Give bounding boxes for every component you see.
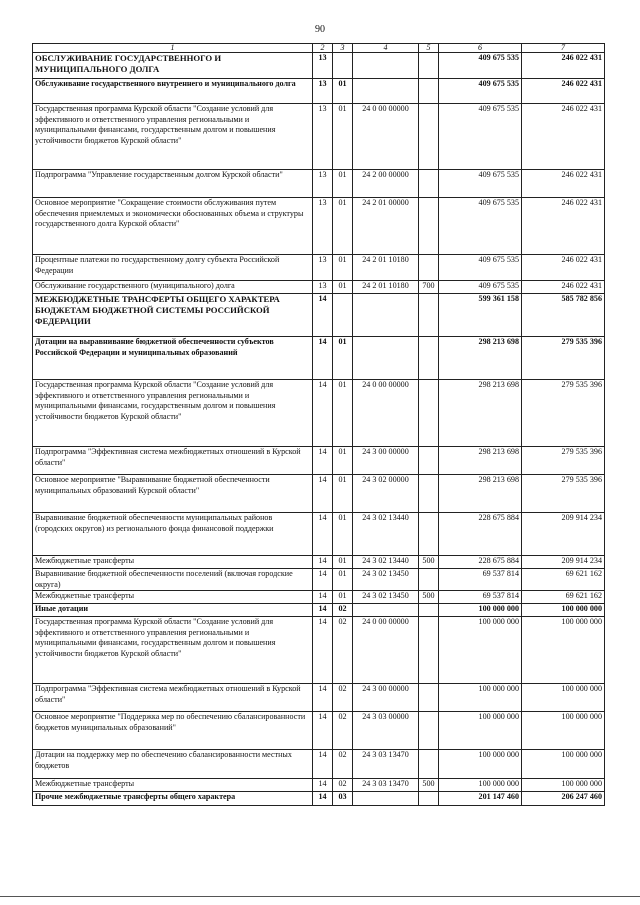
target-article-code-cell <box>353 79 419 104</box>
expense-type-code-cell <box>419 712 439 750</box>
subsection-code-cell: 01 <box>333 380 353 447</box>
column-number: 2 <box>313 44 333 53</box>
subsection-code-cell: 01 <box>333 591 353 604</box>
column-number: 3 <box>333 44 353 53</box>
section-code-cell: 13 <box>313 198 333 255</box>
section-code-cell: 14 <box>313 750 333 779</box>
amount-year-1-cell: 298 213 698 <box>439 447 522 475</box>
column-number: 5 <box>419 44 439 53</box>
section-code-cell: 14 <box>313 513 333 556</box>
target-article-code-cell: 24 3 02 13450 <box>353 569 419 591</box>
amount-year-1-cell: 298 213 698 <box>439 475 522 513</box>
subsection-code-cell: 01 <box>333 569 353 591</box>
target-article-code-cell: 24 0 00 00000 <box>353 617 419 684</box>
amount-year-1-cell: 409 675 535 <box>439 104 522 170</box>
amount-year-1-cell: 100 000 000 <box>439 712 522 750</box>
row-name-cell: ОБСЛУЖИВАНИЕ ГОСУДАРСТВЕННОГО И МУНИЦИПАЛЬНОГО ДОЛГА <box>33 53 313 79</box>
table-row <box>33 750 605 779</box>
table-row <box>33 569 605 591</box>
amount-year-1-cell: 100 000 000 <box>439 779 522 792</box>
section-code-cell: 13 <box>313 255 333 281</box>
row-name-cell: Подпрограмма "Эффективная система межбюджетных отношений в Курской области" <box>33 447 313 475</box>
table-row <box>33 556 605 569</box>
table-row <box>33 447 605 475</box>
table-row <box>33 380 605 447</box>
subsection-code-cell: 01 <box>333 447 353 475</box>
section-code-cell: 13 <box>313 170 333 198</box>
expense-type-code-cell: 500 <box>419 591 439 604</box>
page-number: 90 <box>315 24 325 35</box>
expense-type-code-cell <box>419 104 439 170</box>
expense-type-code-cell <box>419 475 439 513</box>
section-code-cell: 14 <box>313 380 333 447</box>
expense-type-code-cell <box>419 750 439 779</box>
target-article-code-cell <box>353 792 419 806</box>
section-code-cell: 13 <box>313 53 333 79</box>
subsection-code-cell: 01 <box>333 337 353 380</box>
expense-type-code-cell: 500 <box>419 556 439 569</box>
amount-year-1-cell: 69 537 814 <box>439 569 522 591</box>
amount-year-1-cell: 100 000 000 <box>439 750 522 779</box>
target-article-code-cell: 24 2 01 00000 <box>353 198 419 255</box>
target-article-code-cell: 24 2 01 10180 <box>353 255 419 281</box>
target-article-code-cell: 24 3 02 13440 <box>353 556 419 569</box>
target-article-code-cell: 24 3 02 13450 <box>353 591 419 604</box>
amount-year-1-cell: 409 675 535 <box>439 170 522 198</box>
column-number-row <box>33 44 605 53</box>
amount-year-1-cell: 201 147 460 <box>439 792 522 806</box>
table-row <box>33 53 605 79</box>
amount-year-2-cell: 246 022 431 <box>522 198 605 255</box>
subsection-code-cell <box>333 294 353 337</box>
target-article-code-cell <box>353 294 419 337</box>
row-name-cell: Дотации на выравнивание бюджетной обеспеченности субъектов Российской Федерации и муниципальных образований <box>33 337 313 380</box>
section-code-cell: 13 <box>313 104 333 170</box>
row-name-cell: Процентные платежи по государственному долгу субъекта Российской Федерации <box>33 255 313 281</box>
target-article-code-cell: 24 3 03 00000 <box>353 712 419 750</box>
section-code-cell: 14 <box>313 591 333 604</box>
row-name-cell: Дотации на поддержку мер по обеспечению сбалансированности местных бюджетов <box>33 750 313 779</box>
section-code-cell: 14 <box>313 337 333 380</box>
section-code-cell: 14 <box>313 617 333 684</box>
amount-year-2-cell: 246 022 431 <box>522 255 605 281</box>
amount-year-1-cell: 599 361 158 <box>439 294 522 337</box>
target-article-code-cell: 24 3 00 00000 <box>353 684 419 712</box>
subsection-code-cell: 02 <box>333 750 353 779</box>
section-code-cell: 14 <box>313 569 333 591</box>
amount-year-1-cell: 409 675 535 <box>439 198 522 255</box>
amount-year-1-cell: 69 537 814 <box>439 591 522 604</box>
table-row <box>33 513 605 556</box>
target-article-code-cell: 24 3 02 00000 <box>353 475 419 513</box>
subsection-code-cell: 02 <box>333 779 353 792</box>
subsection-code-cell <box>333 53 353 79</box>
subsection-code-cell: 02 <box>333 617 353 684</box>
row-name-cell: Основное мероприятие "Поддержка мер по обеспечению сбалансированности бюджетов муниципальных образований" <box>33 712 313 750</box>
amount-year-1-cell: 409 675 535 <box>439 281 522 294</box>
target-article-code-cell: 24 0 00 00000 <box>353 380 419 447</box>
table-row <box>33 170 605 198</box>
row-name-cell: Основное мероприятие "Выравнивание бюджетной обеспеченности муниципальных образований Курской области" <box>33 475 313 513</box>
expense-type-code-cell: 500 <box>419 779 439 792</box>
row-name-cell: Обслуживание государственного внутреннего и муниципального долга <box>33 79 313 104</box>
amount-year-1-cell: 409 675 535 <box>439 255 522 281</box>
section-code-cell: 14 <box>313 556 333 569</box>
amount-year-1-cell: 409 675 535 <box>439 79 522 104</box>
amount-year-2-cell: 209 914 234 <box>522 513 605 556</box>
column-number: 4 <box>353 44 419 53</box>
subsection-code-cell: 01 <box>333 281 353 294</box>
subsection-code-cell: 01 <box>333 104 353 170</box>
target-article-code-cell: 24 3 00 00000 <box>353 447 419 475</box>
subsection-code-cell: 01 <box>333 556 353 569</box>
target-article-code-cell <box>353 604 419 617</box>
row-name-cell: Межбюджетные трансферты <box>33 591 313 604</box>
expense-type-code-cell <box>419 380 439 447</box>
expense-type-code-cell <box>419 255 439 281</box>
amount-year-2-cell: 100 000 000 <box>522 750 605 779</box>
amount-year-2-cell: 246 022 431 <box>522 53 605 79</box>
amount-year-1-cell: 298 213 698 <box>439 380 522 447</box>
amount-year-2-cell: 279 535 396 <box>522 380 605 447</box>
row-name-cell: Выравнивание бюджетной обеспеченности муниципальных районов (городских округов) из регионального фонда финансовой поддержки <box>33 513 313 556</box>
amount-year-1-cell: 100 000 000 <box>439 617 522 684</box>
subsection-code-cell: 01 <box>333 513 353 556</box>
amount-year-2-cell: 100 000 000 <box>522 779 605 792</box>
target-article-code-cell: 24 0 00 00000 <box>353 104 419 170</box>
amount-year-2-cell: 206 247 460 <box>522 792 605 806</box>
amount-year-2-cell: 246 022 431 <box>522 79 605 104</box>
section-code-cell: 13 <box>313 281 333 294</box>
row-name-cell: Межбюджетные трансферты <box>33 556 313 569</box>
table-row <box>33 617 605 684</box>
section-code-cell: 14 <box>313 712 333 750</box>
amount-year-1-cell: 228 675 884 <box>439 556 522 569</box>
amount-year-2-cell: 100 000 000 <box>522 604 605 617</box>
subsection-code-cell: 01 <box>333 255 353 281</box>
section-code-cell: 13 <box>313 79 333 104</box>
amount-year-1-cell: 409 675 535 <box>439 53 522 79</box>
subsection-code-cell: 01 <box>333 170 353 198</box>
table-row <box>33 779 605 792</box>
row-name-cell: Выравнивание бюджетной обеспеченности поселений (включая городские округа) <box>33 569 313 591</box>
budget-table <box>32 43 605 806</box>
target-article-code-cell: 24 2 00 00000 <box>353 170 419 198</box>
column-number: 1 <box>33 44 313 53</box>
row-name-cell: Государственная программа Курской области "Создание условий для эффективного и ответственного управления региональными и муниципальными финансами, государственным долгом и повышения устойчивости бюджетов Курской области" <box>33 380 313 447</box>
subsection-code-cell: 02 <box>333 604 353 617</box>
expense-type-code-cell: 700 <box>419 281 439 294</box>
expense-type-code-cell <box>419 684 439 712</box>
row-name-cell: Прочие межбюджетные трансферты общего характера <box>33 792 313 806</box>
row-name-cell: Подпрограмма "Управление государственным долгом Курской области" <box>33 170 313 198</box>
target-article-code-cell: 24 3 02 13440 <box>353 513 419 556</box>
column-number: 6 <box>439 44 522 53</box>
table-row <box>33 255 605 281</box>
amount-year-1-cell: 100 000 000 <box>439 604 522 617</box>
amount-year-2-cell: 69 621 162 <box>522 569 605 591</box>
amount-year-2-cell: 100 000 000 <box>522 712 605 750</box>
target-article-code-cell: 24 3 03 13470 <box>353 779 419 792</box>
table-row <box>33 198 605 255</box>
amount-year-2-cell: 209 914 234 <box>522 556 605 569</box>
section-code-cell: 14 <box>313 779 333 792</box>
target-article-code-cell: 24 3 03 13470 <box>353 750 419 779</box>
table-row <box>33 684 605 712</box>
target-article-code-cell: 24 2 01 10180 <box>353 281 419 294</box>
subsection-code-cell: 02 <box>333 684 353 712</box>
amount-year-1-cell: 298 213 698 <box>439 337 522 380</box>
table-row <box>33 792 605 806</box>
table-row <box>33 79 605 104</box>
amount-year-2-cell: 100 000 000 <box>522 684 605 712</box>
expense-type-code-cell <box>419 604 439 617</box>
section-code-cell: 14 <box>313 792 333 806</box>
amount-year-2-cell: 279 535 396 <box>522 337 605 380</box>
expense-type-code-cell <box>419 792 439 806</box>
subsection-code-cell: 01 <box>333 198 353 255</box>
row-name-cell: МЕЖБЮДЖЕТНЫЕ ТРАНСФЕРТЫ ОБЩЕГО ХАРАКТЕРА БЮДЖЕТАМ БЮДЖЕТНОЙ СИСТЕМЫ РОССИЙСКОЙ ФЕДЕРАЦИИ <box>33 294 313 337</box>
table-row <box>33 294 605 337</box>
table-row <box>33 591 605 604</box>
section-code-cell: 14 <box>313 684 333 712</box>
table-row <box>33 712 605 750</box>
amount-year-2-cell: 100 000 000 <box>522 617 605 684</box>
amount-year-2-cell: 246 022 431 <box>522 281 605 294</box>
subsection-code-cell: 01 <box>333 475 353 513</box>
table-row <box>33 104 605 170</box>
expense-type-code-cell <box>419 513 439 556</box>
expense-type-code-cell <box>419 198 439 255</box>
section-code-cell: 14 <box>313 604 333 617</box>
expense-type-code-cell <box>419 53 439 79</box>
expense-type-code-cell <box>419 170 439 198</box>
expense-type-code-cell <box>419 294 439 337</box>
row-name-cell: Иные дотации <box>33 604 313 617</box>
table-row <box>33 604 605 617</box>
expense-type-code-cell <box>419 447 439 475</box>
amount-year-2-cell: 69 621 162 <box>522 591 605 604</box>
target-article-code-cell <box>353 53 419 79</box>
table-row <box>33 475 605 513</box>
expense-type-code-cell <box>419 337 439 380</box>
row-name-cell: Обслуживание государственного (муниципального) долга <box>33 281 313 294</box>
amount-year-1-cell: 228 675 884 <box>439 513 522 556</box>
amount-year-2-cell: 246 022 431 <box>522 104 605 170</box>
subsection-code-cell: 03 <box>333 792 353 806</box>
page-bottom-edge <box>0 896 640 897</box>
section-code-cell: 14 <box>313 294 333 337</box>
expense-type-code-cell <box>419 79 439 104</box>
table-row <box>33 281 605 294</box>
amount-year-1-cell: 100 000 000 <box>439 684 522 712</box>
amount-year-2-cell: 585 782 856 <box>522 294 605 337</box>
section-code-cell: 14 <box>313 447 333 475</box>
row-name-cell: Государственная программа Курской области "Создание условий для эффективного и ответственного управления региональными и муниципальными финансами, государственным долгом и повышения устойчивости бюджетов Курской области" <box>33 104 313 170</box>
section-code-cell: 14 <box>313 475 333 513</box>
expense-type-code-cell <box>419 569 439 591</box>
table-row <box>33 337 605 380</box>
row-name-cell: Государственная программа Курской области "Создание условий для эффективного и ответственного управления региональными и муниципальными финансами, государственным долгом и повышения устойчивости бюджетов Курской области" <box>33 617 313 684</box>
column-number: 7 <box>522 44 605 53</box>
amount-year-2-cell: 279 535 396 <box>522 447 605 475</box>
row-name-cell: Межбюджетные трансферты <box>33 779 313 792</box>
amount-year-2-cell: 279 535 396 <box>522 475 605 513</box>
row-name-cell: Основное мероприятие "Сокращение стоимости обслуживания путем обеспечения приемлемых и экономически обоснованных объема и структуры государственного долга Курской области" <box>33 198 313 255</box>
row-name-cell: Подпрограмма "Эффективная система межбюджетных отношений в Курской области" <box>33 684 313 712</box>
target-article-code-cell <box>353 337 419 380</box>
expense-type-code-cell <box>419 617 439 684</box>
amount-year-2-cell: 246 022 431 <box>522 170 605 198</box>
subsection-code-cell: 02 <box>333 712 353 750</box>
subsection-code-cell: 01 <box>333 79 353 104</box>
